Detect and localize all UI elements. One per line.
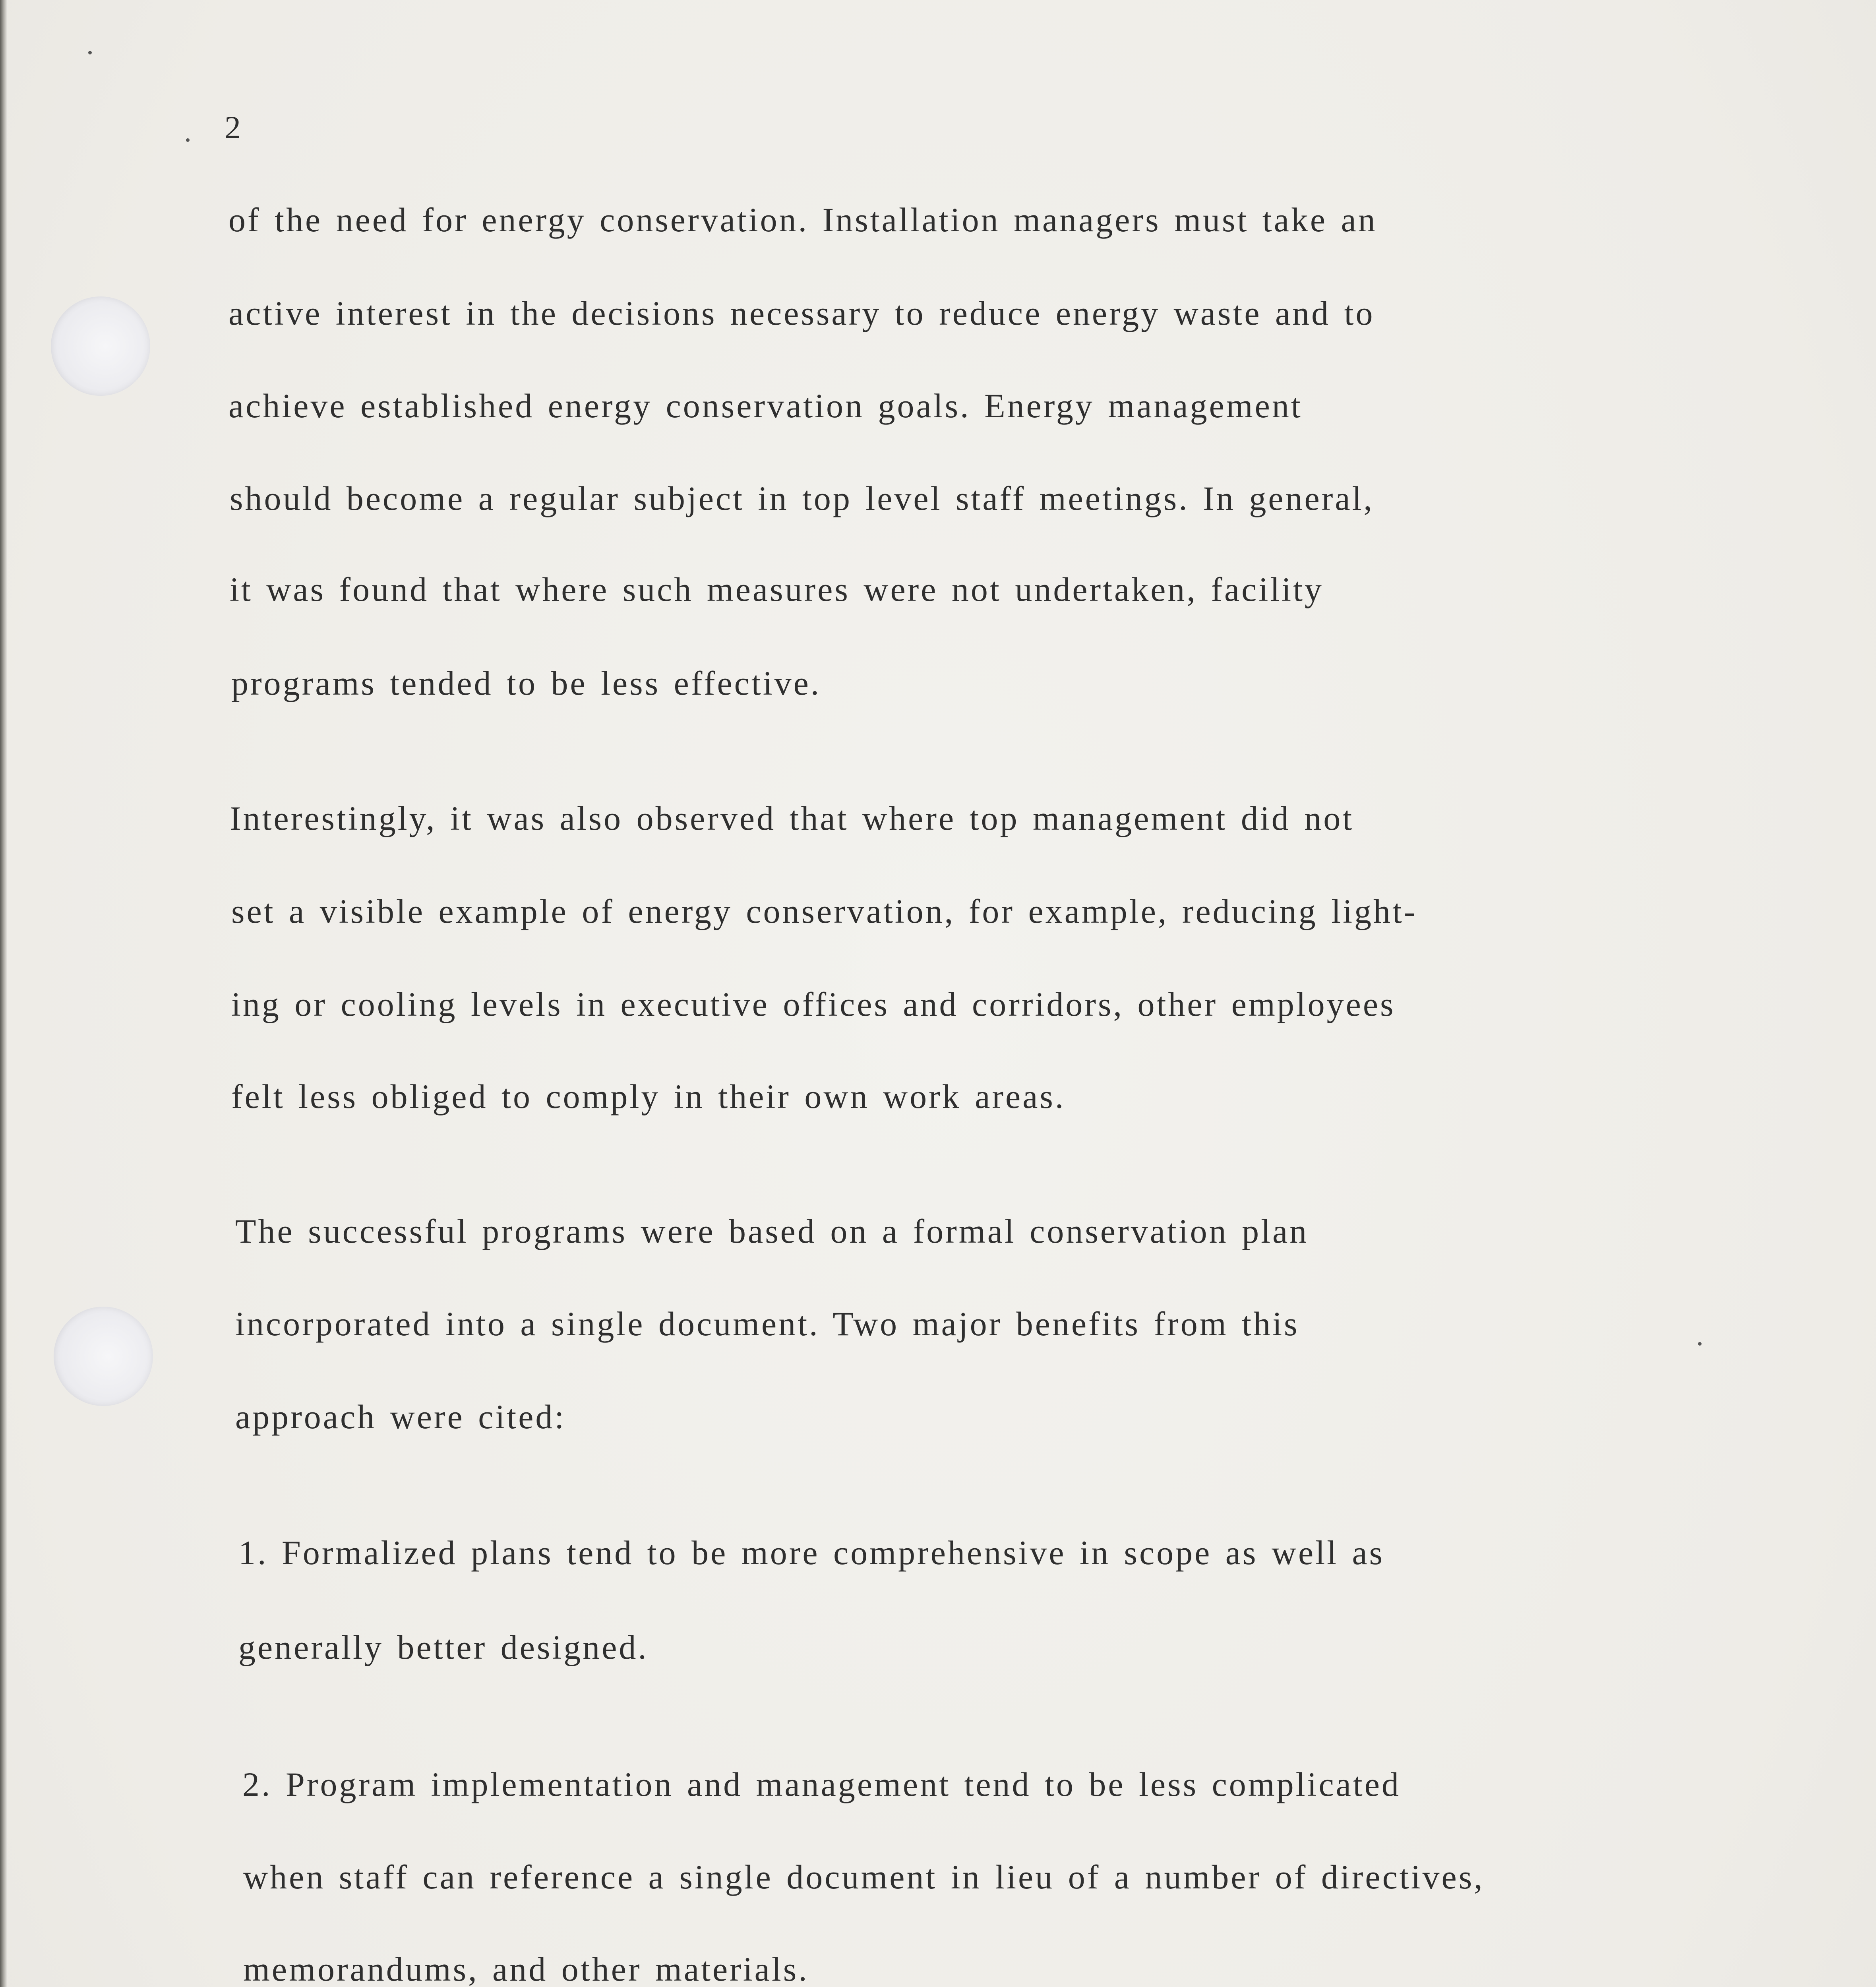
text-line: achieve established energy conservation goals. Energy management [228,387,1303,425]
dust-speck [186,138,190,142]
dust-speck [88,51,92,54]
text-line: memorandums, and other materials. [243,1950,809,1987]
text-line: ing or cooling levels in executive offices and corridors, other employees [231,985,1396,1023]
punch-hole-middle [54,1307,153,1406]
text-line: incorporated into a single document. Two major benefits from this [235,1305,1299,1343]
page-number: 2 [225,109,242,145]
list-item-1: 1. Formalized plans tend to be more comprehensive in scope as well as [238,1534,1385,1572]
text-line: approach were cited: [235,1398,566,1436]
text-line: it was found that where such measures were not undertaken, facility [230,570,1324,608]
text-line: of the need for energy conservation. Installation managers must take an [228,201,1377,239]
dust-speck [1698,1342,1702,1346]
text-line: active interest in the decisions necessary to reduce energy waste and to [228,294,1375,332]
punch-hole-top [51,296,150,396]
list-item-2: 2. Program implementation and management tend to be less complicated [242,1765,1401,1803]
text-line: felt less obliged to comply in their own work areas. [231,1077,1066,1116]
text-line: should become a regular subject in top level staff meetings. In general, [230,479,1374,517]
text-line: generally better designed. [238,1628,649,1666]
text-line: programs tended to be less effective. [231,664,821,702]
page-left-edge [0,0,7,1987]
text-line: The successful programs were based on a formal conservation plan [235,1212,1309,1250]
text-line: when staff can reference a single document in lieu of a number of directives, [243,1858,1485,1896]
text-line: Interestingly, it was also observed that where top management did not [230,799,1354,837]
text-line: set a visible example of energy conservation, for example, reducing light- [231,892,1417,930]
